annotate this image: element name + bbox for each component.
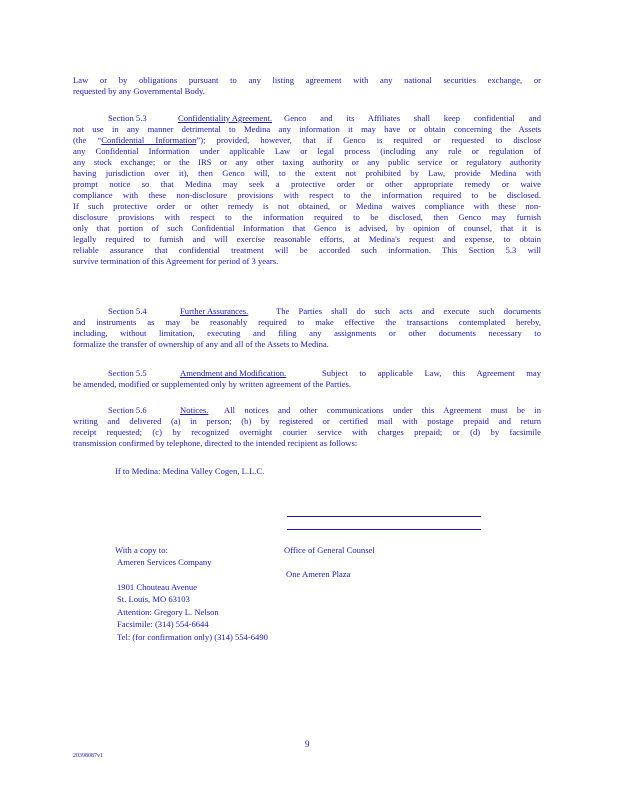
section-5-3-line: compliance with these non-disclosure provisions with respect to the information required to be disclosed. (73, 190, 541, 200)
copy-to: Office of General Counsel (284, 545, 375, 555)
plaza-name: One Ameren Plaza (286, 569, 351, 579)
signature-line (287, 516, 481, 517)
section-5-3-line: only that portion of such Confidential Information that Genco is advised, by opinion of counsel, that it is (73, 223, 541, 233)
section-5-6-first-line: All notices and other communications under this Agreement must be in (224, 405, 541, 415)
section-5-3-line: reliable assurance that confidential treatment will be accorded such information. This Section 5.3 will (73, 245, 541, 255)
section-5-6-heading: Notices. (180, 405, 209, 415)
page-number: 9 (305, 739, 310, 749)
quote-open: (the “ (73, 135, 102, 145)
telephone-line: Tel: (for confirmation only) (314) 554-6490 (117, 632, 268, 642)
signature-line (287, 529, 481, 530)
section-5-5-number: Section 5.5 (108, 368, 147, 378)
intro-line-2: requested by any Governmental Body. (73, 86, 205, 96)
address-line-2: St. Louis, MO 63103 (117, 594, 190, 604)
section-5-6-last-line: transmission confirmed by telephone, directed to the intended recipient as follows: (73, 438, 358, 448)
notice-recipient: If to Medina: Medina Valley Cogen, L.L.C. (115, 466, 265, 476)
section-5-6-line: writing and delivered (a) in person; (b) by registered or certified mail with postage prepaid and return (73, 416, 541, 426)
company-name: Ameren Services Company (117, 557, 212, 567)
section-5-4-number: Section 5.4 (108, 306, 147, 316)
section-5-6-number: Section 5.6 (108, 405, 147, 415)
section-5-3-line: any stock exchange; or the IRS or any other taxing authority or any public service or regulatory authority (73, 157, 541, 167)
section-5-5-first-line: Subject to applicable Law, this Agreement may (322, 368, 541, 378)
section-5-3-heading: Confidentiality Agreement. (178, 113, 273, 123)
section-5-3-line: having jurisdiction over it), then Genco will, to the extent not prohibited by Law, provide Medina with (73, 168, 541, 178)
section-5-3-last-line: survive termination of this Agreement for period of 3 years. (73, 256, 279, 266)
copy-label: With a copy to: (115, 545, 168, 555)
section-5-3-line: disclosure provisions with respect to the information required to be disclosed, then Genco may furnish (73, 212, 541, 222)
attention-line: Attention: Gregory L. Nelson (117, 607, 219, 617)
line-remainder: ”); provided, however, that if Genco is required or requested to disclose (196, 135, 542, 145)
section-5-6-line: receipt requested; (c) by recognized overnight courier service with charges prepaid; or (d) by facsimile (73, 427, 541, 437)
defined-term-confidential-information: Confidential Information (101, 135, 197, 145)
section-5-4-line: including, without limitation, executing and filing any assignments or other documents necessary to (73, 328, 541, 338)
section-5-3-line-defined-term (73, 135, 541, 146)
section-5-5-last-line: be amended, modified or supplemented only by written agreement of the Parties. (73, 379, 352, 389)
section-5-3-line: If such protective order or other remedy is not obtained, or Medina waives compliance with these non- (73, 201, 541, 211)
facsimile-line: Facsimile: (314) 554-6644 (117, 619, 209, 629)
section-5-3-line: legally required to furnish and will exercise reasonable efforts, at Medina's request and expense, to obtain (73, 234, 541, 244)
document-id: 20398087v1 (73, 753, 103, 759)
intro-line-1: Law or by obligations pursuant to any listing agreement with any national securities exchange, or (73, 75, 541, 85)
section-5-4-last-line: formalize the transfer of ownership of any and all of the Assets to Medina. (73, 339, 329, 349)
section-5-3-line: prompt notice so that Medina may seek a protective order or other appropriate remedy or waive (73, 179, 541, 189)
address-line-1: 1901 Chouteau Avenue (117, 582, 198, 592)
section-5-4-heading: Further Assurances. (180, 306, 249, 316)
section-5-3-line: not use in any manner detrimental to Medina any information it may have or obtain concerning the Assets (73, 124, 541, 134)
section-5-4-first-line: The Parties shall do such acts and execute such documents (276, 306, 541, 316)
section-5-3-line: any Confidential Information under applicable Law or legal process (including any rule or regulation of (73, 146, 541, 156)
section-5-3-number: Section 5.3 (108, 113, 147, 123)
section-5-5-heading: Amendment and Modification. (180, 368, 287, 378)
section-5-3-first-line: Genco and its Affiliates shall keep confidential and (284, 113, 541, 123)
section-5-4-line: and instruments as may be reasonably required to make effective the transactions contemplated hereby, (73, 317, 541, 327)
